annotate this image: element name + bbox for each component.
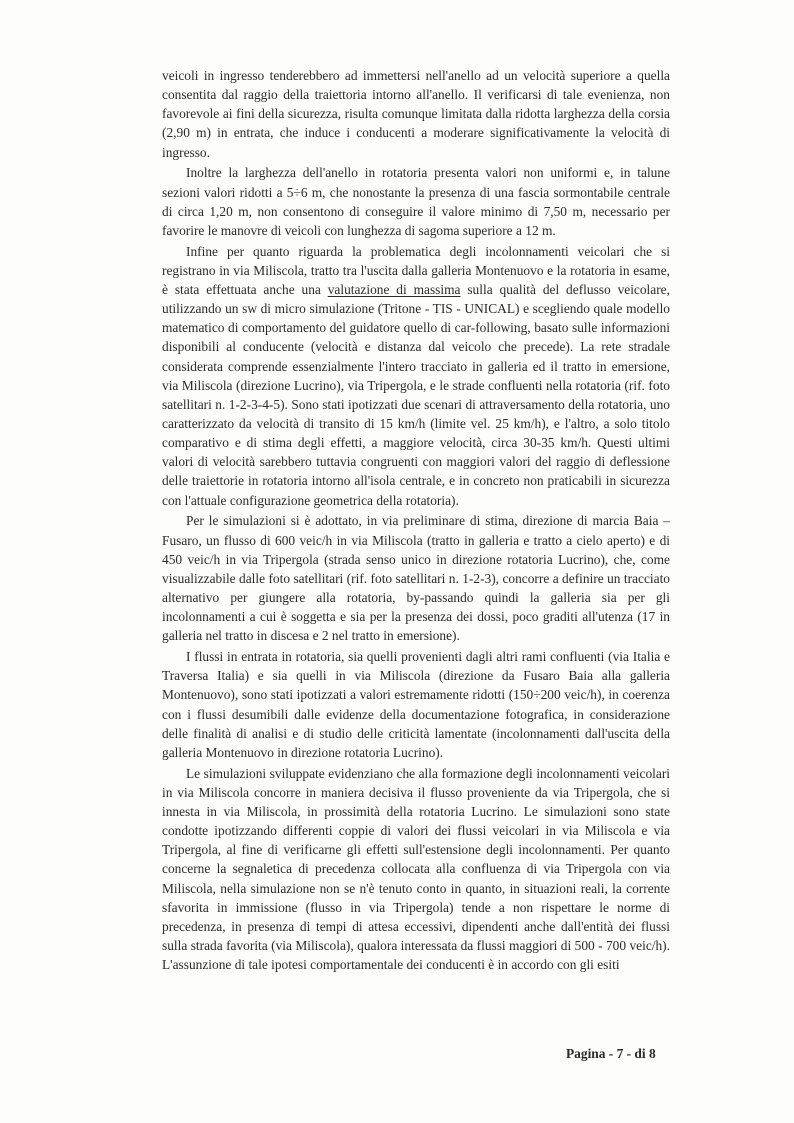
paragraph-6-text: Le simulazioni sviluppate evidenziano che alla formazione degli incolonnamenti veicolari in via Miliscola concorre in maniera decisiva il flusso proveniente da via Tripergola, che si innesta in via Miliscola, in prossimità della rotatoria Lucrino. Le simulazioni sono state condotte ipotizzando differenti coppie di valori dei flussi veicolari in via Miliscola e via Tripergola, al fine di verificarne gli effetti sull'estensione degli incolonnamenti. Per quanto concerne la segnaletica di precedenza collocata alla confluenza di via Tripergola con via Miliscola, nella simulazione non se n'è tenuto conto in quanto, in situazioni reali, la corrente sfavorita in immissione (flusso in via Tripergola) tende a non rispettare le norme di precedenza, in presenza di tempi di attesa eccessivi, dipendenti anche dall'entità dei flussi sulla strada favorita (via Miliscola), qualora interessata da flussi maggiori di 500 - 700 veic/h). L'assunzione di tale ipotesi comportamentale dei conducenti è in accordo con gli esiti — [162, 765, 670, 973]
paragraph-1 — [162, 66, 670, 162]
paragraph-5 — [162, 647, 670, 762]
page-number: Pagina - 7 - di 8 — [566, 1046, 656, 1061]
paragraph-2-text: Inoltre la larghezza dell'anello in rotatoria presenta valori non uniformi e, in talune sezioni valori ridotti a 5÷6 m, che nonostante la presenza di una fascia sormontabile centrale di circa 1,20 m, non consentono di conseguire il valore minimo di 7,50 m, necessario per favorire le manovre di veicoli con lunghezza di sagoma superiore a 12 m. — [162, 165, 670, 238]
paragraph-3-text-start: Infine per quanto riguarda la problematica degli incolonnamenti veicolari che si registrano in via Miliscola, tratto tra l'uscita dalla galleria Montenuovo e la rotatoria in esame, è stata effettuata anche una — [162, 243, 670, 297]
paragraph-3 — [162, 242, 670, 510]
underlined-phrase: valutazione di massima — [327, 281, 461, 297]
paragraph-5-text: I flussi in entrata in rotatoria, sia quelli provenienti dagli altri rami confluenti (via Italia e Traversa Italia) e sia quelli in via Miliscola (direzione da Fusaro Baia alla galleria Montenuovo), sono stati ipotizzati a valori estremamente ridotti (150÷200 veic/h), in coerenza con i flussi desumibili dalle evidenze della documentazione fotografica, in considerazione delle finalità di analisi e di studio delle criticità lamentate (incolonnamenti dall'uscita della galleria Montenuovo in direzione rotatoria Lucrino). — [162, 649, 670, 760]
paragraph-1-text: veicoli in ingresso tenderebbero ad immettersi nell'anello ad un velocità superiore a quella consentita dal raggio della traiettoria intorno all'anello. Il verificarsi di tale evenienza, non favorevole ai fini della sicurezza, risulta comunque limitata dalla ridotta larghezza della corsia (2,90 m) in entrata, che induce i conducenti a moderare significativamente la velocità di ingresso. — [162, 68, 670, 160]
paragraph-4 — [162, 511, 670, 645]
paragraph-4-text: Per le simulazioni si è adottato, in via preliminare di stima, direzione di marcia Baia – Fusaro, un flusso di 600 veic/h in via Miliscola (tratto in galleria e tratto a cielo aperto) e di 450 veic/h in via Tripergola (strada senso unico in direzione rotatoria Lucrino), che, come visualizzabile dalle foto satellitari (rif. foto satellitari n. 1-2-3), concorre a definire un tracciato alternativo per giungere alla rotatoria, by-passando quindi la galleria sia per gli incolonnamenti a cui è soggetta e sia per la presenza dei dossi, poco graditi all'utenza (17 in galleria nel tratto in discesa e 2 nel tratto in emersione). — [162, 513, 670, 644]
paragraph-2 — [162, 163, 670, 240]
paragraph-3-text-end: sulla qualità del deflusso veicolare, utilizzando un sw di micro simulazione (Tritone - TIS - UNICAL) e scegliendo quale modello matematico di comportamento del guidatore quello di car-following, basato sulle informazioni disponibili al conducente (velocità e distanza dal veicolo che precede). La rete stradale considerata comprende essenzialmente l'intero tracciato in galleria ed il tratto in emersione, via Miliscola (direzione Lucrino), via Tripergola, e le strade confluenti nella rotatoria (rif. foto satellitari n. 1-2-3-4-5). Sono stati ipotizzati due scenari di attraversamento della rotatoria, uno caratterizzato da velocità di transito di 15 km/h (limite vel. 25 km/h), e l'altro, a solo titolo comparativo e di stima degli effetti, a maggiore velocità, circa 30-35 km/h. Questi ultimi valori di velocità sarebbero tuttavia congruenti con maggiori valori del raggio di deflessione delle traiettorie in rotatoria intorno all'isola centrale, e in concreto non praticabili in sicurezza con l'attuale configurazione geometrica della rotatoria). — [162, 281, 670, 508]
paragraph-6 — [162, 764, 670, 975]
body-text — [162, 66, 670, 976]
